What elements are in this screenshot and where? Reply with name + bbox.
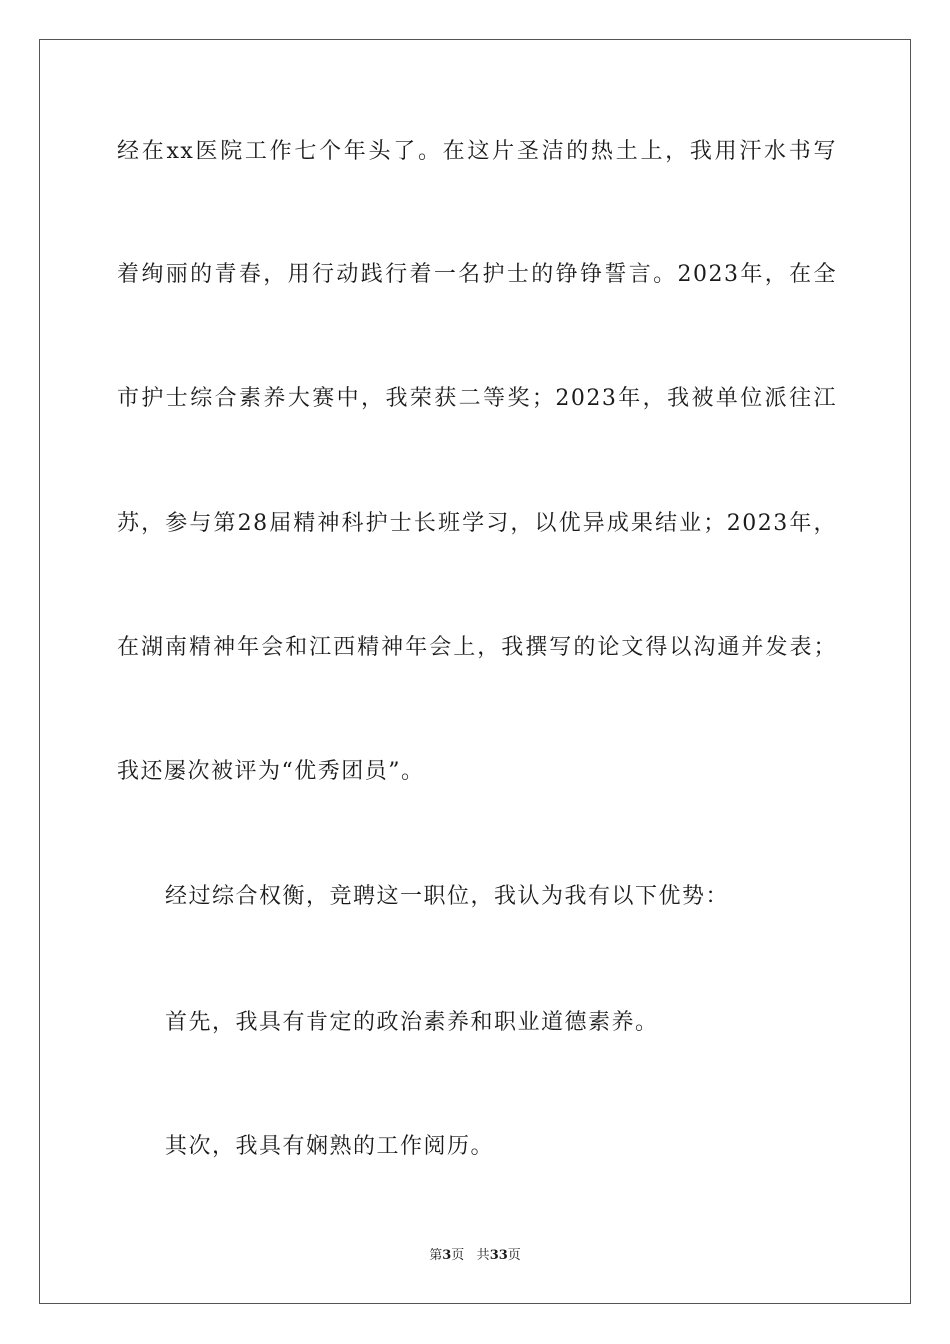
paragraph-first-advantage: 首先，我具有肯定的政治素养和职业道德素养。: [165, 1010, 659, 1035]
page-frame: [39, 39, 911, 1304]
page-number-footer: [0, 1247, 950, 1265]
footer-total-unit: 页: [507, 1248, 521, 1263]
footer-current-page: 3: [442, 1248, 452, 1263]
body-line-5: 在湖南精神年会和江西精神年会上，我撰写的论文得以沟通并发表；: [117, 635, 837, 660]
footer-total-pages: 33: [489, 1248, 508, 1263]
body-line-1: 经在xx医院工作七个年头了。在这片圣洁的热土上，我用汗水书写: [117, 139, 837, 164]
footer-prefix: 第: [429, 1248, 443, 1263]
footer-total-prefix: 共: [476, 1248, 490, 1263]
paragraph-second-advantage: 其次，我具有娴熟的工作阅历。: [165, 1134, 495, 1159]
body-line-6: 我还屡次被评为“优秀团员”。: [117, 759, 425, 784]
footer-page-unit: 页: [451, 1248, 465, 1263]
body-line-3: 市护士综合素养大赛中，我荣获二等奖；2023年，我被单位派往江: [117, 386, 837, 411]
body-line-2: 着绚丽的青春，用行动践行着一名护士的铮铮誓言。2023年，在全: [117, 262, 837, 287]
body-line-4: 苏，参与第28届精神科护士长班学习，以优异成果结业；2023年，: [117, 511, 837, 536]
paragraph-advantages-intro: 经过综合权衡，竞聘这一职位，我认为我有以下优势：: [165, 884, 730, 909]
